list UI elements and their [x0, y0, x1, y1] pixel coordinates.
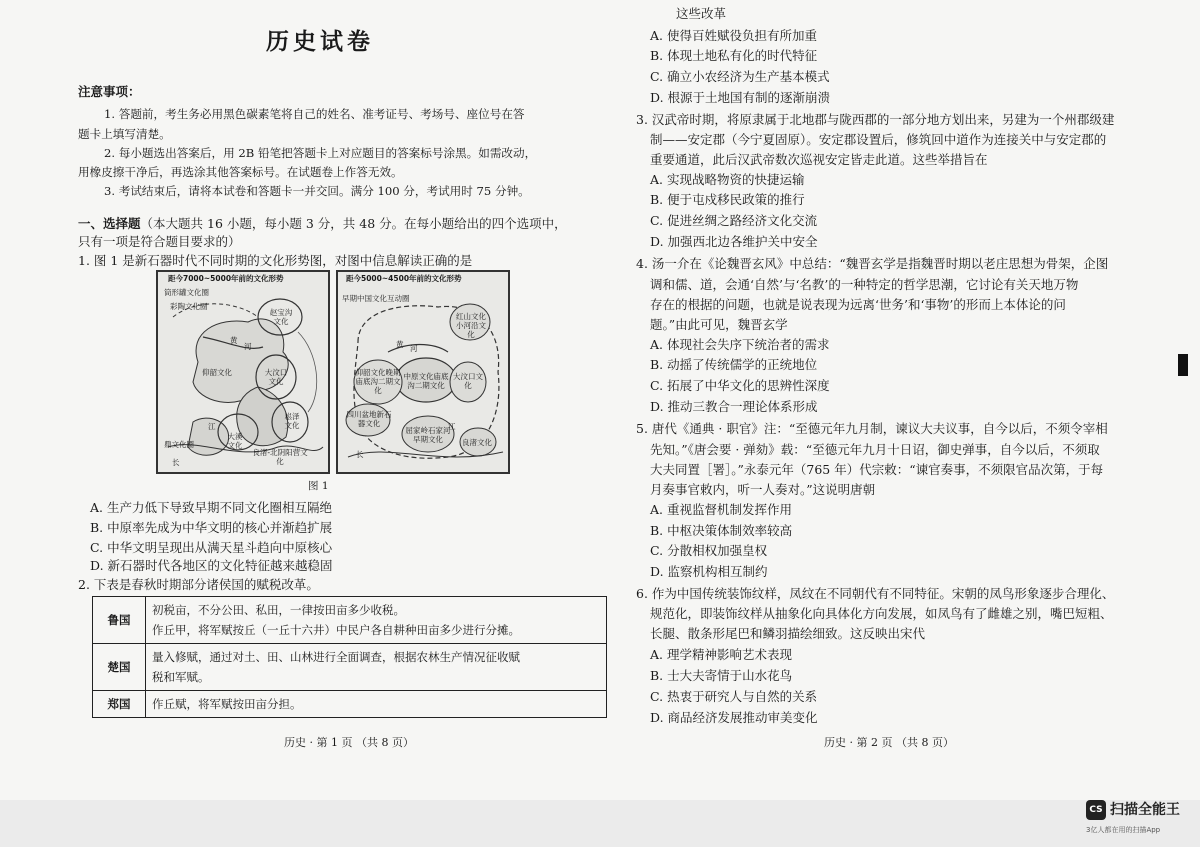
q2-stem: 2. 下表是春秋时期部分诸侯国的赋税改革。: [78, 577, 319, 592]
reform-line: 初税亩，不分公田、私田，一律按田亩多少收税。: [152, 603, 405, 617]
table-row: [93, 644, 607, 691]
table-row: [93, 597, 607, 644]
q5-option-a: A. 重视监督机制发挥作用: [650, 502, 792, 517]
q3-option-d: D. 加强西北边各维护关中安全: [650, 234, 818, 249]
map-1-label: 黄: [230, 336, 238, 345]
map-2-label: 长: [356, 450, 364, 459]
map-2-label: 大汶口文化: [453, 372, 483, 390]
map-1-label: 大溪文化: [227, 432, 243, 450]
map-2-label: 红山文化小河沿文化: [456, 312, 486, 339]
map-1-label: 仰韶文化: [202, 368, 232, 377]
q1-stem: 1. 图 1 是新石器时代不同时期的文化形势图，对图中信息解读正确的是: [78, 253, 473, 268]
tax-reform-table: [92, 596, 607, 718]
map-2-label: 仰韶文化晚期庙底沟二期文化: [355, 368, 401, 395]
notice-line-1: 1. 答题前，考生务必用黑色碳素笔将自己的姓名、准考证号、考场号、座位号在答: [104, 107, 525, 121]
map-1-label: 赵宝沟文化: [269, 308, 293, 326]
section-heading-line: [78, 216, 567, 232]
q3-option-a: A. 实现战略物资的快捷运输: [650, 172, 805, 187]
q6-line-1: 6. 作为中国传统装饰纹样，凤纹在不同朝代有不同特征。宋朝的凤鸟形象逐步合理化、: [636, 586, 1115, 601]
culture-map-1: [156, 270, 330, 474]
q5-line-2: 先知。”《唐会要 · 弹劾》载：“至德元年九月十日诏，御史弹事，自今以后，不须取: [650, 442, 1100, 457]
q4-option-d: D. 推动三教合一理论体系形成: [650, 399, 818, 414]
map-1-label: 河: [244, 342, 252, 351]
notice-line-4: 用橡皮擦干净后，再选涂其他答案标号。在试题卷上作答无效。: [78, 165, 403, 179]
map-1-title: 距今7000~5000年前的文化形势: [168, 274, 284, 283]
map-1-label: 大汶口文化: [264, 368, 288, 386]
scanner-tagline: 3亿人都在用的扫描App: [1086, 826, 1161, 834]
table-cell-state: 楚国: [93, 644, 146, 691]
q6-option-b: B. 士大夫寄情于山水花鸟: [650, 668, 793, 683]
q5-line-4: 月奏事官敕内，听一人奏对。”这说明唐朝: [650, 482, 876, 497]
page-1-footer: 历史 · 第 1 页 （共 8 页）: [284, 736, 414, 749]
section-desc: （本大题共 16 小题，每小题 3 分，共 48 分。在每小题给出的四个选项中，: [140, 216, 567, 231]
q6-option-c: C. 热衷于研究人与自然的关系: [650, 689, 818, 704]
section-heading: 一、选择题: [78, 216, 141, 231]
q4-line-3: 存在的根据的问题，也就是说表现为远离‘世务’和‘事物’的形而上本体论的问: [650, 297, 1066, 312]
notice-line-2: 题卡上填写清楚。: [78, 127, 171, 141]
notice-line-3: 2. 每小题选出答案后，用 2B 铅笔把答题卡上对应题目的答案标号涂黑。如需改动，: [104, 146, 537, 160]
q1-option-c: C. 中华文明呈现出从满天星斗趋向中原核心: [90, 540, 333, 555]
q2-option-d: D. 根源于土地国有制的逐渐崩溃: [650, 90, 831, 105]
q2-option-b: B. 体现土地私有化的时代特征: [650, 48, 818, 63]
q3-option-c: C. 促进丝绸之路经济文化交流: [650, 213, 818, 228]
exam-title: 历史试卷: [266, 28, 374, 55]
q5-option-c: C. 分散相权加强皇权: [650, 543, 768, 558]
page-edge-marker: [1178, 354, 1188, 376]
reform-line: 量入修赋，通过对土、田、山林进行全面调查，根据农林生产情况征收赋: [152, 650, 520, 664]
map-2-label: 河: [410, 344, 418, 353]
reform-line: 作丘赋，将军赋按田亩分担。: [152, 697, 302, 711]
scanner-brand: 扫描全能王: [1110, 802, 1180, 818]
table-cell-state: 鲁国: [93, 597, 146, 644]
map-2-label: 黄: [396, 340, 404, 349]
section-desc-2: 只有一项是符合题目要求的）: [78, 234, 241, 249]
map-1-label: 江: [208, 422, 216, 431]
q4-line-2: 调和儒、道，会通‘自然’与‘名教’的一种特定的哲学思潮，它讨论有关天地万物: [650, 277, 1079, 292]
map-2-label: 江: [448, 422, 456, 431]
table-cell-state: 郑国: [93, 691, 146, 718]
q6-option-d: D. 商品经济发展推动审美变化: [650, 710, 818, 725]
q1-option-b: B. 中原率先成为中华文明的核心并渐趋扩展: [90, 520, 333, 535]
q5-option-b: B. 中枢决策体制效率较高: [650, 523, 793, 538]
q5-option-d: D. 监察机构相互制约: [650, 564, 768, 579]
q1-option-d: D. 新石器时代各地区的文化特征越来越稳固: [90, 558, 333, 573]
q1-option-a: A. 生产力低下导致早期不同文化圈相互隔绝: [90, 500, 332, 515]
map-2-label: 良渚文化: [462, 438, 492, 447]
reform-line: 作丘甲，将军赋按丘（一丘十六井）中民户各自耕种田亩多少进行分摊。: [152, 623, 520, 637]
q2-stem-cont: 这些改革: [676, 6, 727, 21]
table-cell-reform: [146, 644, 607, 691]
figure-caption: 图 1: [308, 480, 329, 492]
q3-option-b: B. 便于屯戍移民政策的推行: [650, 192, 805, 207]
map-2-label: 早期中国文化互动圈: [342, 294, 410, 303]
q4-option-a: A. 体现社会失序下统治者的需求: [650, 337, 830, 352]
q4-option-b: B. 动摇了传统儒学的正统地位: [650, 357, 818, 372]
q4-line-1: 4. 汤一介在《论魏晋玄风》中总结：“魏晋玄学是指魏晋时期以老庄思想为骨架，企图: [636, 256, 1109, 271]
map-1-label: 良渚-北阴阳营文化: [252, 448, 308, 466]
notice-heading: 注意事项：: [78, 84, 141, 99]
q6-option-a: A. 理学精神影响艺术表现: [650, 647, 792, 662]
notice-line-5: 3. 考试结束后，请将本试卷和答题卡一并交回。满分 100 分，考试用时 75 分钟。: [104, 184, 530, 198]
q3-line-2: 制——安定郡（今宁夏固原）。安定郡设置后，修筑回中道作为连接关中与安定郡的: [650, 132, 1107, 147]
q2-option-c: C. 确立小农经济为生产基本模式: [650, 69, 830, 84]
map-1-label: 长: [172, 458, 180, 467]
map-1-label: 彩陶文化圈: [170, 302, 208, 311]
table-row: [93, 691, 607, 718]
q6-line-3: 长腿、散条形尾巴和鳞羽描绘细致。这反映出宋代: [650, 626, 926, 641]
map-1-label: 筒形罐文化圈: [164, 288, 209, 297]
q2-option-a: A. 使得百姓赋役负担有所加重: [650, 28, 817, 43]
page-2-footer: 历史 · 第 2 页 （共 8 页）: [824, 736, 954, 749]
q3-line-1: 3. 汉武帝时期，将原隶属于北地郡与陇西郡的一部分地方划出来，另建为一个州郡级建: [636, 112, 1115, 127]
map-2-label: 四川盆地新石器文化: [346, 410, 392, 428]
q5-line-3: 大夫同置［署］。”永泰元年（765 年）代宗敕：“谏官奏事，不须限官品次第，于每: [650, 462, 1104, 477]
q4-option-c: C. 拓展了中华文化的思辨性深度: [650, 378, 830, 393]
map-2-title: 距今5000~4500年前的文化形势: [346, 274, 462, 283]
q3-line-3: 重要通道，此后汉武帝数次巡视安定皆走此道。这些举措旨在: [650, 152, 988, 167]
culture-map-2: [336, 270, 510, 474]
q6-line-2: 规范化，即装饰纹样从抽象化向具体化方向发展，如凤鸟有了雌雄之别，嘴巴短粗、: [650, 606, 1113, 621]
table-cell-reform: [146, 597, 607, 644]
table-cell-reform: [146, 691, 607, 718]
map-1-label: 崧泽文化: [284, 412, 300, 430]
map-2-label: 屈家岭石家河早期文化: [405, 426, 451, 444]
map-1-label: 鼎文化圈: [164, 440, 194, 449]
q4-line-4: 题。”由此可见，魏晋玄学: [650, 317, 788, 332]
map-2-label: 中原文化庙底沟二期文化: [403, 372, 449, 390]
scanner-logo-icon: CS: [1086, 800, 1106, 820]
q5-line-1: 5. 唐代《通典 · 职官》注：“至德元年九月制，谏议大夫议事，自今以后，不须令宰相: [636, 421, 1108, 436]
reform-line: 税和军赋。: [152, 670, 210, 684]
